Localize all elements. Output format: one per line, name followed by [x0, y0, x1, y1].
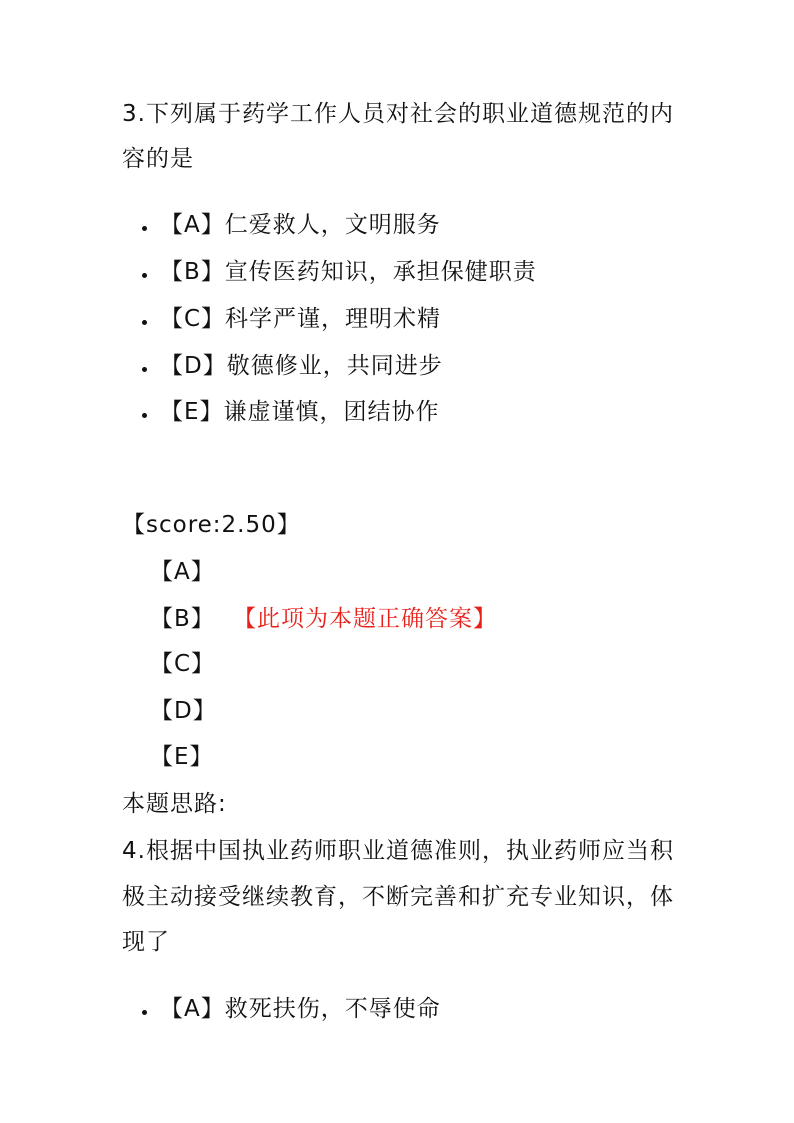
- bullet-icon: [142, 413, 147, 418]
- question-3-option-c: [142, 308, 441, 331]
- bullet-icon: [142, 320, 147, 325]
- question-4-option-a: [142, 998, 441, 1021]
- question-3-text-line-2: 容的是: [122, 146, 194, 172]
- bullet-icon: [142, 273, 147, 278]
- analysis-label: 本题思路:: [122, 791, 227, 817]
- answer-a: 【A】: [150, 559, 215, 585]
- answer-e: 【E】: [150, 744, 214, 770]
- option-label: 【D】敬德修业，共同进步: [160, 353, 443, 379]
- option-label: 【B】宣传医药知识，承担保健职责: [160, 259, 537, 285]
- question-3-option-d: [142, 355, 443, 378]
- question-3-option-a: [142, 214, 441, 237]
- option-label: 【C】科学严谨，理明术精: [160, 306, 442, 332]
- answer-d: 【D】: [150, 698, 217, 724]
- question-4-text-line-3: 现了: [122, 929, 170, 955]
- score-label: 【score:2.50】: [122, 512, 301, 538]
- answer-b: 【B】: [150, 606, 215, 632]
- option-label: 【A】仁爱救人，文明服务: [160, 212, 441, 238]
- question-3-option-e: [142, 401, 440, 424]
- answer-c: 【C】: [150, 651, 216, 677]
- question-3-option-b: [142, 261, 537, 284]
- question-3-text-line-1: 3.下列属于药学工作人员对社会的职业道德规范的内: [122, 101, 674, 127]
- correct-answer-note: 【此项为本题正确答案】: [233, 606, 497, 632]
- bullet-icon: [142, 367, 147, 372]
- question-4-text-line-2: 极主动接受继续教育，不断完善和扩充专业知识，体: [122, 884, 674, 910]
- option-label: 【E】谦虚谨慎，团结协作: [160, 399, 440, 425]
- option-label: 【A】救死扶伤，不辱使命: [160, 996, 441, 1022]
- question-4-text-line-1: 4.根据中国执业药师职业道德准则，执业药师应当积: [122, 838, 674, 864]
- bullet-icon: [142, 1010, 147, 1015]
- bullet-icon: [142, 226, 147, 231]
